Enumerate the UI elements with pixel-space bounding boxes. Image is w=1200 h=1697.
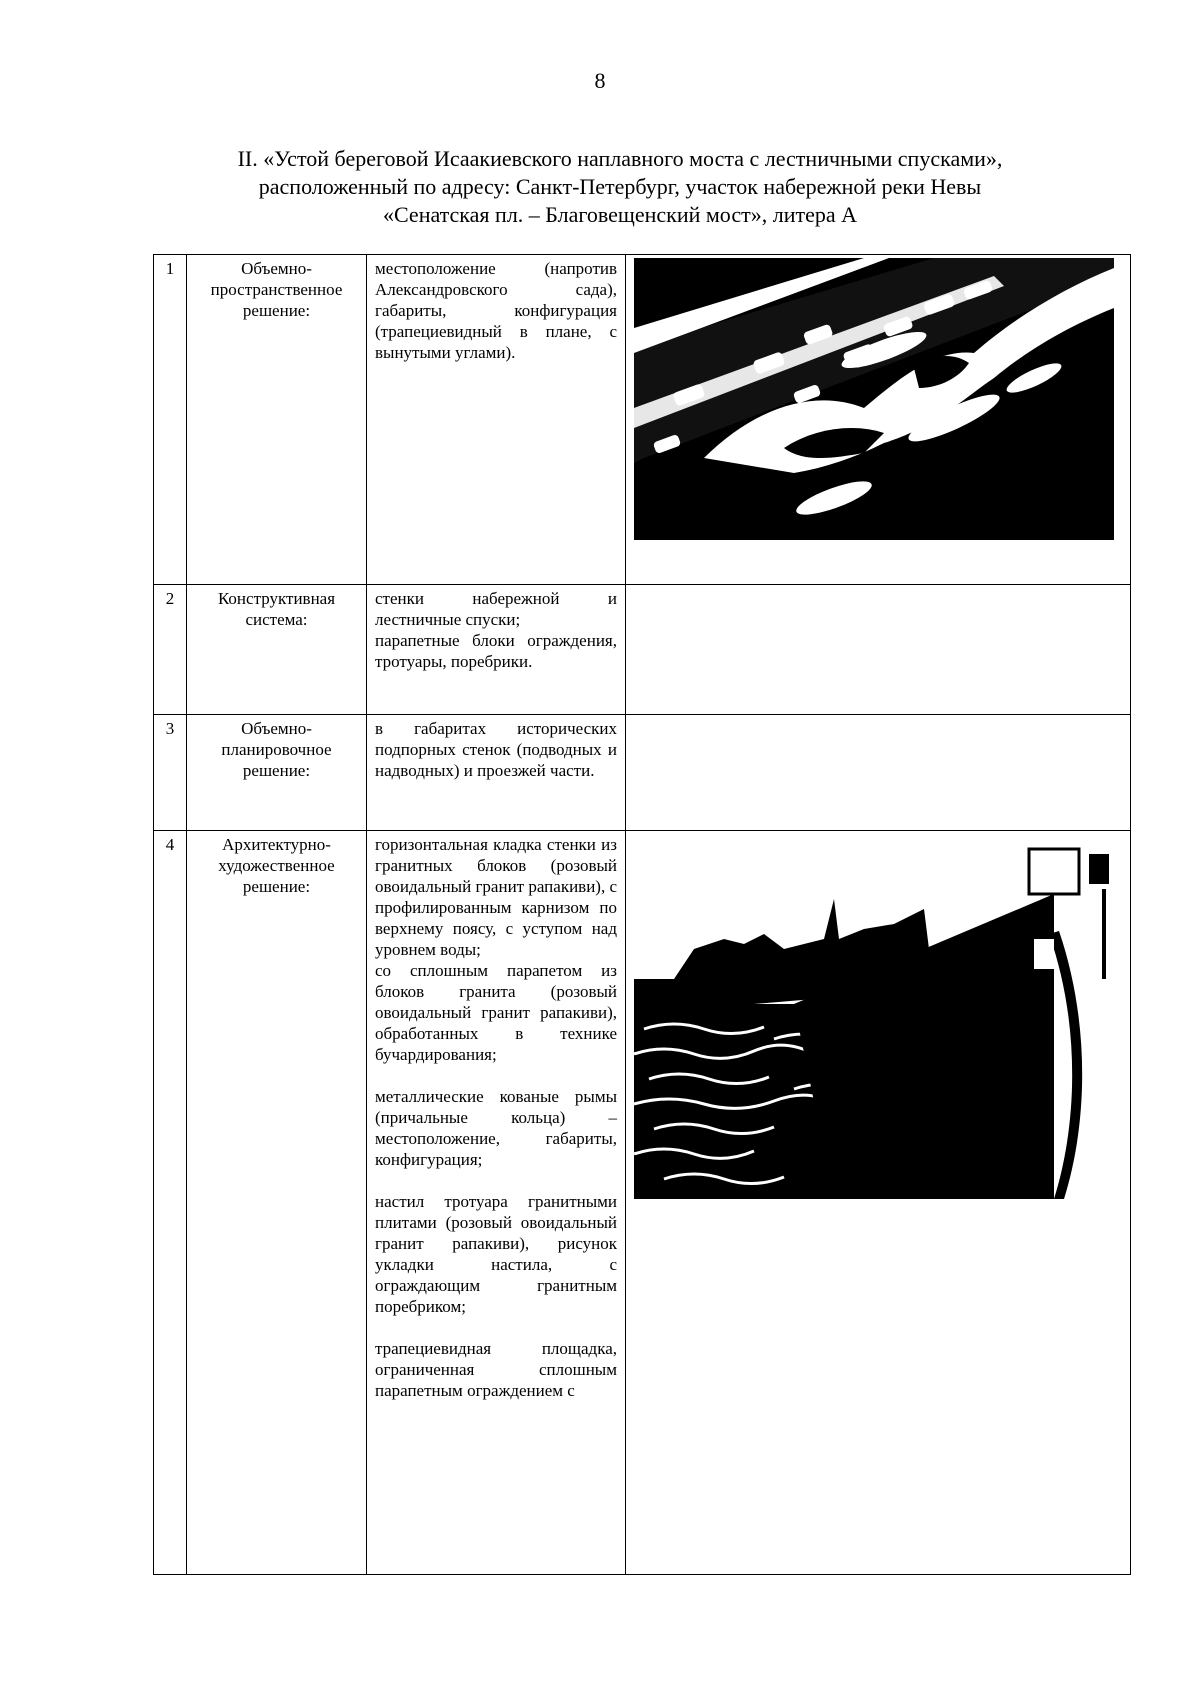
table-row [154, 715, 1131, 831]
label-line: система: [245, 610, 308, 629]
label-line: решение: [242, 761, 311, 780]
row-label [187, 831, 367, 1575]
description-paragraph: металлические кованые рымы (причальные кольца) – местоположение, габариты, конфигурация; [375, 1087, 617, 1169]
description-paragraph: стенки набережной и лестничные спуски; [375, 589, 617, 629]
description-paragraph: трапециевидная площадка, ограниченная сплошным парапетным ограждением с [375, 1339, 617, 1400]
embankment-photo [634, 839, 1114, 1199]
label-line: Конструктивная [217, 589, 336, 608]
label-line: Архитектурно- [222, 835, 331, 854]
spec-table [153, 254, 1131, 1575]
label-line: художественное [218, 856, 335, 875]
row-label [187, 255, 367, 585]
label-line: Объемно- [241, 259, 312, 278]
label-line: пространственное [210, 280, 343, 299]
heading-line-2: расположенный по адресу: Санкт-Петербург, участок набережной реки Невы [258, 174, 982, 199]
label-line: решение: [242, 301, 311, 320]
empty-cell [626, 715, 1131, 831]
description-paragraph: парапетные блоки ограждения, тротуары, поребрики. [375, 631, 617, 671]
label-line: Объемно- [241, 719, 312, 738]
row-description [367, 715, 626, 831]
row-number: 2 [154, 585, 187, 715]
table-row [154, 585, 1131, 715]
row-description [367, 585, 626, 715]
row-number: 1 [154, 255, 187, 585]
description-paragraph: местоположение (напротив Александровского сада), габариты, конфигурация (трапециевидный в плане, с вынутыми углами). [375, 259, 617, 362]
row-label [187, 585, 367, 715]
description-paragraph: горизонтальная кладка стенки из гранитных блоков (розовый овоидальный гранит рапакиви), с профилированным карнизом по верхнему поясу, с уступом над уровнем воды; [375, 835, 618, 959]
empty-cell [626, 585, 1131, 715]
row-description [367, 255, 626, 585]
row-description [367, 831, 626, 1575]
page-number: 8 [594, 68, 606, 93]
heading-line-3: «Сенатская пл. – Благовещенский мост», литера А [382, 202, 857, 227]
row-number: 3 [154, 715, 187, 831]
label-line: планировочное [221, 740, 332, 759]
description-paragraph: со сплошным парапетом из блоков гранита (розовый овоидальный гранит рапакиви), обработанных в технике бучардирования; [375, 961, 617, 1064]
photo-cell [626, 831, 1131, 1575]
description-paragraph: в габаритах исторических подпорных стенок (подводных и надводных) и проезжей части. [375, 719, 617, 780]
row-number: 4 [154, 831, 187, 1575]
aerial-photo [634, 258, 1114, 540]
section-heading [160, 145, 1080, 229]
row-label [187, 715, 367, 831]
photo-cell [626, 255, 1131, 585]
label-line: решение: [242, 877, 311, 896]
table-row [154, 831, 1131, 1575]
table-row [154, 255, 1131, 585]
description-paragraph: настил тротуара гранитными плитами (розовый овоидальный гранит рапакиви), рисунок укладки настила, с ограждающим гранитным поребриком; [375, 1192, 617, 1316]
heading-line-1: II. «Устой береговой Исаакиевского наплавного моста с лестничными спусками», [237, 146, 1003, 171]
